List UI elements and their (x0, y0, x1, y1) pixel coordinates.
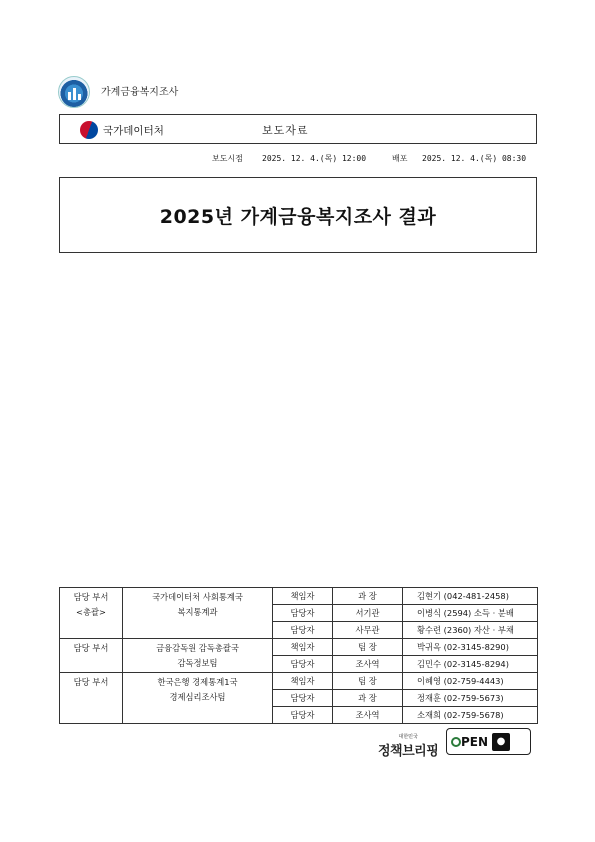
title-cell: 팀 장 (333, 639, 403, 656)
headline: 2025년 가계금융복지조사 결과 (159, 205, 437, 228)
info-cell: 김민수 (02-3145-8294) (403, 656, 538, 673)
dept-cell: 담당 부서 (60, 639, 123, 673)
role-cell: 담당자 (273, 707, 333, 724)
report-time: 2025. 12. 4.(목) 12:00 (262, 154, 367, 163)
table-row (60, 588, 538, 605)
title-cell: 과 장 (333, 588, 403, 605)
title-cell: 사무관 (333, 622, 403, 639)
info-cell: 김현기 (042-481-2458) (403, 588, 538, 605)
agency-name: 국가데이터처 (103, 125, 164, 137)
table-row (60, 639, 538, 656)
title-cell: 팀 장 (333, 673, 403, 690)
title-cell: 조사역 (333, 707, 403, 724)
info-cell: 황수련 (2360) 자산 · 부채 (403, 622, 538, 639)
policy-briefing-wordmark: 정책브리핑 (378, 744, 439, 759)
org-cell: 국가데이터처 사회통계국 복지통계과 (123, 588, 273, 639)
role-cell: 담당자 (273, 656, 333, 673)
taegeuk-icon (80, 121, 98, 139)
info-cell: 이혜영 (02-759-4443) (403, 673, 538, 690)
release-label: 보도자료 (262, 124, 309, 137)
open-o-icon (451, 737, 461, 747)
role-cell: 책임자 (273, 639, 333, 656)
role-cell: 책임자 (273, 673, 333, 690)
role-cell: 담당자 (273, 605, 333, 622)
dept-cell: 담당 부서 (60, 673, 123, 724)
org-cell: 한국은행 경제통계1국 경제심리조사팀 (123, 673, 273, 724)
contact-table (59, 587, 538, 724)
distribute-time: 2025. 12. 4.(목) 08:30 (422, 154, 527, 163)
info-cell: 정재훈 (02-759-5673) (403, 690, 538, 707)
dept-cell: 담당 부서 <총괄> (60, 588, 123, 639)
info-cell: 이병식 (2594) 소득 · 분배 (403, 605, 538, 622)
role-cell: 담당자 (273, 690, 333, 707)
report-time-label: 보도시점 (212, 154, 243, 163)
agency-emblem-icon (58, 76, 90, 108)
org-cell: 금융감독원 감독총괄국 감독정보팀 (123, 639, 273, 673)
role-cell: 담당자 (273, 622, 333, 639)
title-cell: 과 장 (333, 690, 403, 707)
title-cell: 서기관 (333, 605, 403, 622)
headline-box (59, 177, 537, 253)
info-cell: 소재희 (02-759-5678) (403, 707, 538, 724)
open-license-badge[interactable]: PEN ● (446, 728, 531, 755)
table-row (60, 673, 538, 690)
role-cell: 책임자 (273, 588, 333, 605)
header-org-title: 가계금융복지조사 (101, 87, 179, 98)
distribute-label: 배포 (392, 154, 408, 163)
info-cell: 박귀옥 (02-3145-8290) (403, 639, 538, 656)
person-icon: ● (492, 733, 510, 751)
policy-briefing-logo[interactable]: 대한민국 정책브리핑 (378, 734, 439, 759)
title-cell: 조사역 (333, 656, 403, 673)
